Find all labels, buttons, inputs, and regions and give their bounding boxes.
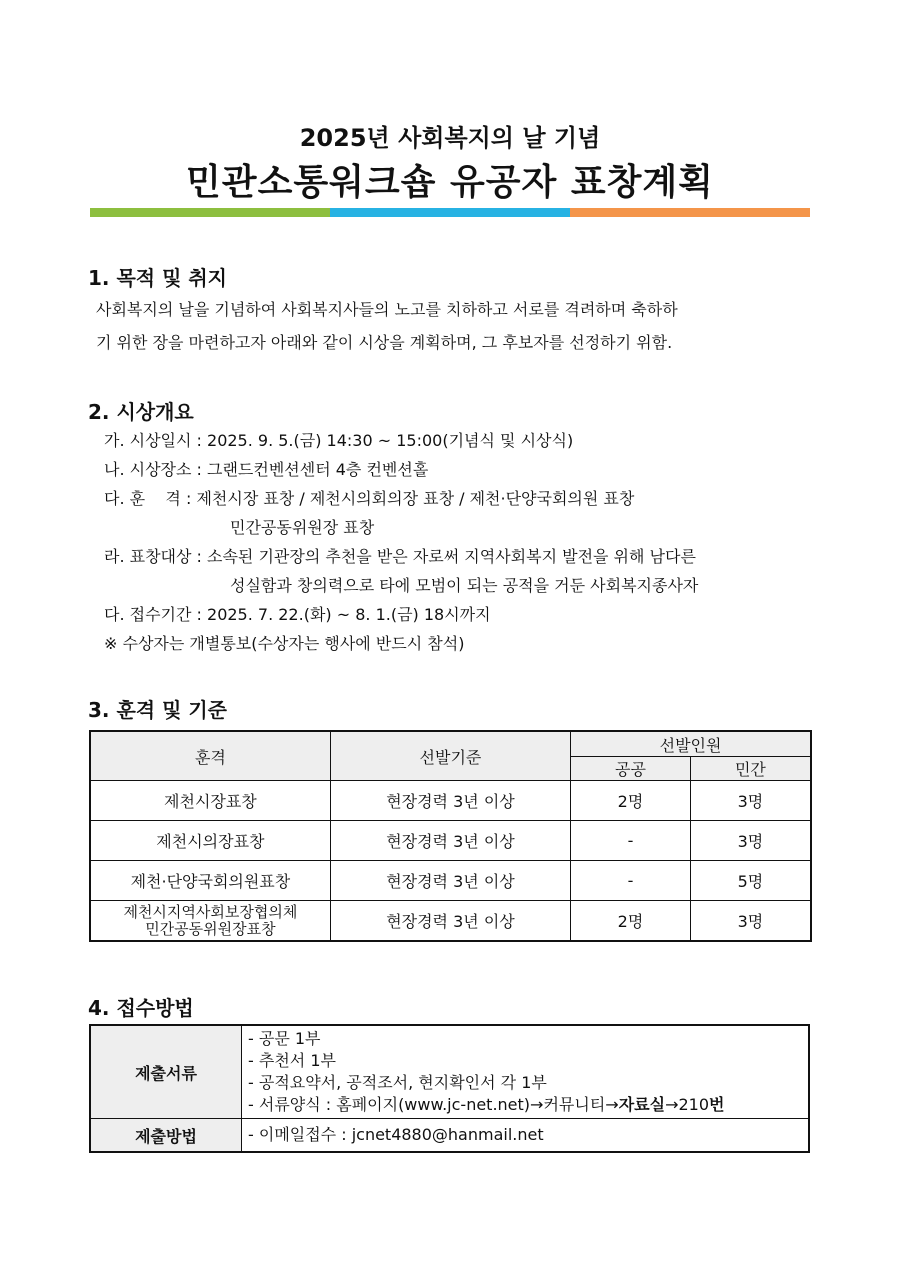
cell-award bbox=[90, 901, 330, 942]
table-row bbox=[90, 901, 811, 942]
cell-public: - bbox=[571, 861, 691, 901]
method-value: - 이메일접수 : jcnet4880@hanmail.net bbox=[242, 1119, 810, 1153]
award-venue: 나. 시상장소 : 그랜드컨벤션센터 4층 컨벤션홀 bbox=[104, 460, 429, 479]
header-quota: 선발인원 bbox=[571, 731, 811, 757]
stripe-green bbox=[90, 208, 330, 217]
cell-private: 3명 bbox=[690, 781, 811, 821]
title-color-stripe bbox=[90, 208, 810, 217]
cell-criteria: 현장경력 3년 이상 bbox=[330, 821, 570, 861]
award-grades: 다. 훈 격 : 제천시장 표창 / 제천시의회의장 표창 / 제천·단양국회의원 표창 bbox=[104, 489, 635, 508]
award-application-period: 다. 접수기간 : 2025. 7. 22.(화) ~ 8. 1.(금) 18시까지 bbox=[104, 605, 491, 624]
doc-form-folder: 자료실 bbox=[618, 1095, 666, 1114]
doc-form-prefix: - 서류양식 : 홈페이지(www.jc-net.net)→커뮤니티→ bbox=[248, 1095, 619, 1114]
cell-award: 제천·단양국회의원표창 bbox=[90, 861, 330, 901]
doc-form-number-suffix: 번 bbox=[709, 1095, 725, 1114]
cell-criteria: 현장경력 3년 이상 bbox=[330, 781, 570, 821]
doc-item: - 추천서 1부 bbox=[248, 1051, 336, 1070]
section1-heading: 1. 목적 및 취지 bbox=[88, 266, 228, 290]
document-subtitle: 2025년 사회복지의 날 기념 bbox=[299, 124, 601, 152]
section1-text-line2: 기 위한 장을 마련하고자 아래와 같이 시상을 계획하며, 그 후보자를 선정하기 위함. bbox=[96, 333, 673, 352]
cell-award-line2: 민간공동위원장표창 bbox=[145, 919, 276, 938]
section4-heading: 4. 접수방법 bbox=[88, 996, 194, 1020]
award-target-cont: 성실함과 창의력으로 타에 모범이 되는 공적을 거둔 사회복지종사자 bbox=[230, 576, 699, 595]
section2-heading: 2. 시상개요 bbox=[88, 400, 194, 424]
award-grades-cont: 민간공동위원장 표창 bbox=[230, 518, 375, 537]
cell-award: 제천시장표창 bbox=[90, 781, 330, 821]
section1-text-line1: 사회복지의 날을 기념하여 사회복지사들의 노고를 치하하고 서로를 격려하며 축하하 bbox=[96, 300, 678, 319]
cell-private: 3명 bbox=[690, 821, 811, 861]
cell-award: 제천시의장표창 bbox=[90, 821, 330, 861]
stripe-blue bbox=[330, 208, 570, 217]
header-public: 공공 bbox=[571, 757, 691, 781]
docs-list bbox=[242, 1025, 810, 1119]
cell-private: 5명 bbox=[690, 861, 811, 901]
award-notice: ※ 수상자는 개별통보(수상자는 행사에 반드시 참석) bbox=[104, 634, 465, 653]
doc-item: - 공문 1부 bbox=[248, 1029, 321, 1048]
doc-form-item bbox=[248, 1094, 800, 1116]
award-target: 라. 표창대상 : 소속된 기관장의 추천을 받은 자로써 지역사회복지 발전을 위해 남다른 bbox=[104, 547, 696, 566]
docs-label: 제출서류 bbox=[90, 1025, 242, 1119]
cell-public: 2명 bbox=[571, 781, 691, 821]
cell-award-line1: 제천시지역사회보장협의체 bbox=[123, 902, 298, 921]
doc-form-arrow: →210 bbox=[665, 1095, 710, 1114]
cell-public: 2명 bbox=[571, 901, 691, 942]
cell-private: 3명 bbox=[690, 901, 811, 942]
table-row bbox=[90, 781, 811, 821]
method-label: 제출방법 bbox=[90, 1119, 242, 1153]
section3-heading: 3. 훈격 및 기준 bbox=[88, 698, 228, 722]
header-award: 훈격 bbox=[90, 731, 330, 781]
submission-docs-row bbox=[90, 1025, 809, 1119]
cell-public: - bbox=[571, 821, 691, 861]
table-row bbox=[90, 861, 811, 901]
document-title: 민관소통워크숍 유공자 표창계획 bbox=[186, 162, 714, 203]
award-criteria-table bbox=[89, 730, 812, 942]
cell-criteria: 현장경력 3년 이상 bbox=[330, 901, 570, 942]
stripe-orange bbox=[570, 208, 810, 217]
doc-item: - 공적요약서, 공적조서, 현지확인서 각 1부 bbox=[248, 1073, 547, 1092]
submission-table bbox=[89, 1024, 810, 1153]
header-criteria: 선발기준 bbox=[330, 731, 570, 781]
header-private: 민간 bbox=[690, 757, 811, 781]
submission-method-row bbox=[90, 1119, 809, 1153]
award-datetime: 가. 시상일시 : 2025. 9. 5.(금) 14:30 ~ 15:00(기념식 및 시상식) bbox=[104, 431, 574, 450]
cell-criteria: 현장경력 3년 이상 bbox=[330, 861, 570, 901]
table-row bbox=[90, 821, 811, 861]
